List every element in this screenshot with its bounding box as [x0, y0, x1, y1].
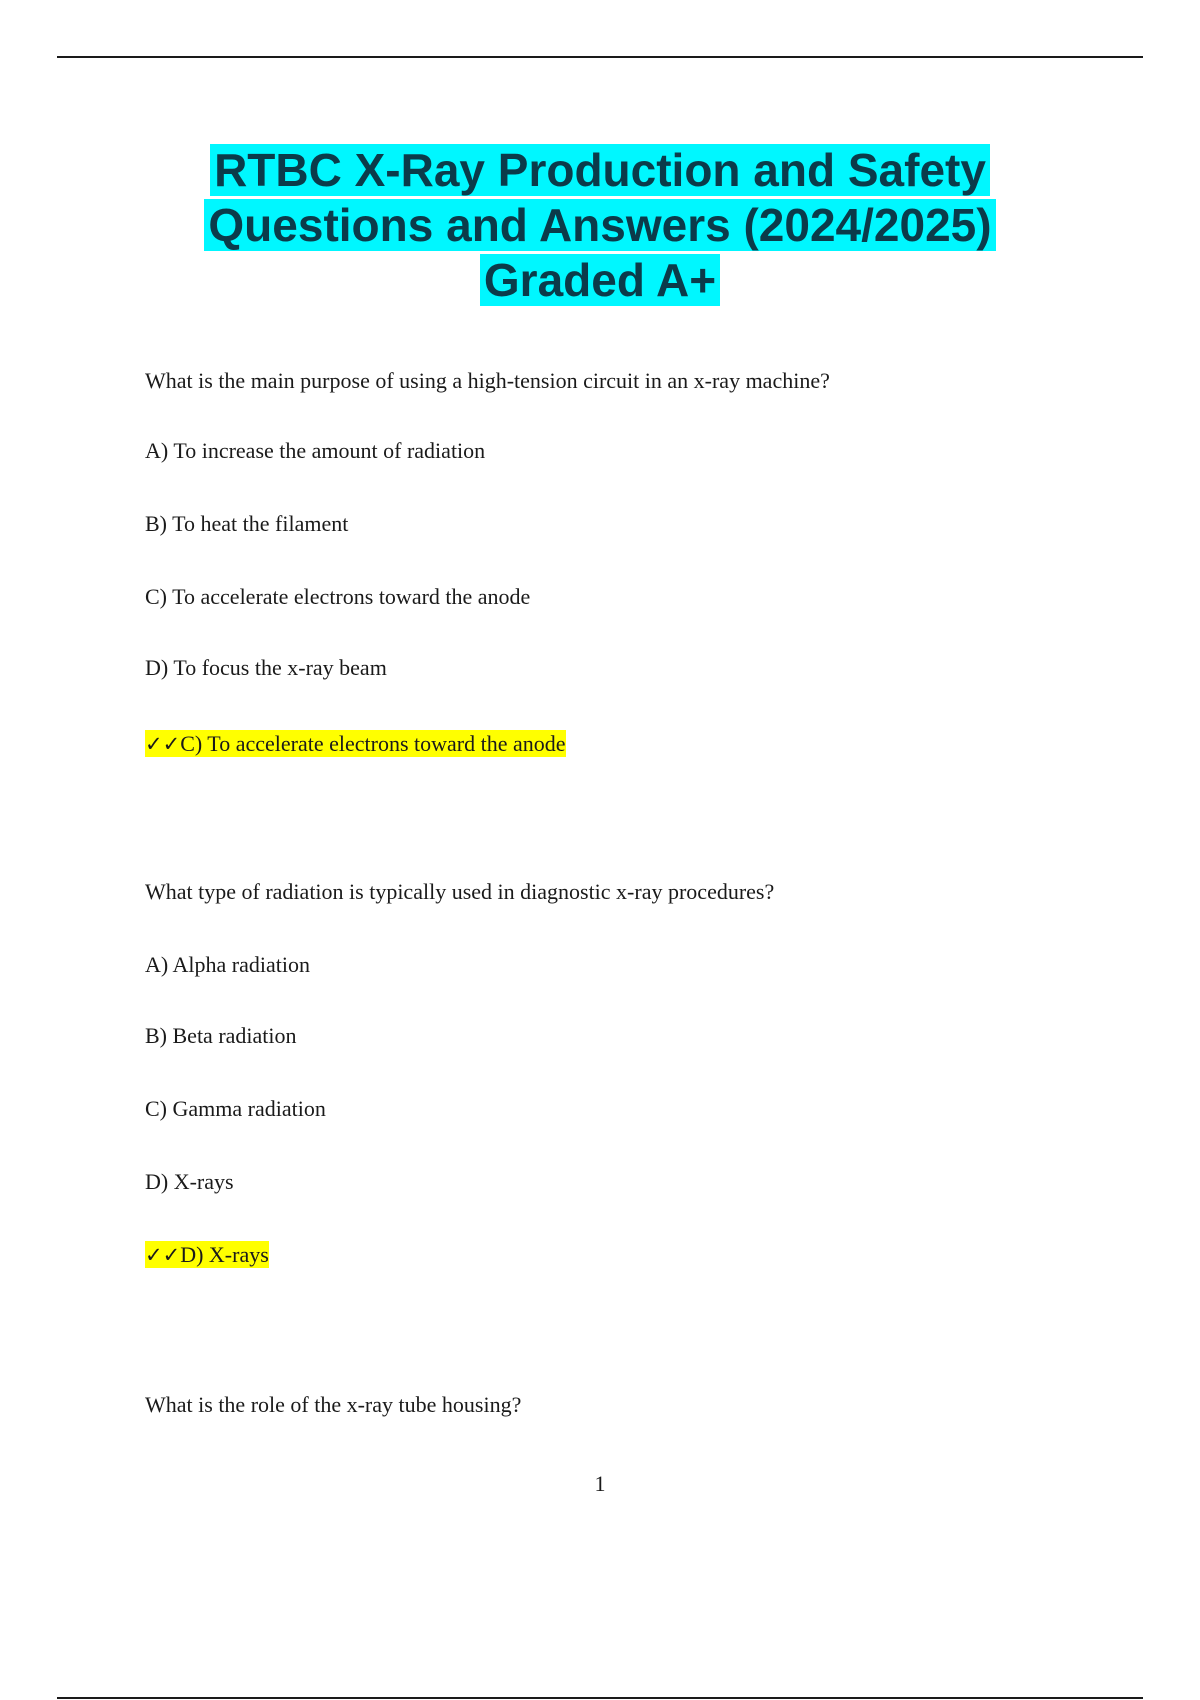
title-line-1: RTBC X-Ray Production and Safety — [210, 144, 990, 196]
answer-highlight — [145, 730, 566, 757]
check-mark-icon: ✓✓ — [145, 732, 181, 756]
question-2-option-b: B) Beta radiation — [145, 1023, 297, 1048]
bottom-rule — [57, 1697, 1143, 1699]
document-title — [0, 143, 1200, 308]
question-1-option-d: D) To focus the x-ray beam — [145, 655, 387, 680]
question-2-answer — [145, 1241, 269, 1269]
title-line-3: Graded A+ — [480, 254, 720, 306]
question-1-answer — [145, 730, 566, 758]
question-2-option-a: A) Alpha radiation — [145, 952, 310, 977]
question-1-option-c: C) To accelerate electrons toward the anode — [145, 584, 531, 609]
question-2-text: What type of radiation is typically used in diagnostic x-ray procedures? — [145, 879, 775, 904]
title-line-2: Questions and Answers (2024/2025) — [204, 199, 995, 251]
question-1-option-b: B) To heat the filament — [145, 511, 349, 536]
question-2-option-d: D) X-rays — [145, 1169, 234, 1194]
check-mark-icon: ✓✓ — [145, 1243, 181, 1267]
question-2-option-c: C) Gamma radiation — [145, 1096, 326, 1121]
answer-highlight — [145, 1241, 269, 1268]
answer-text: C) To accelerate electrons toward the anode — [180, 731, 566, 756]
answer-text: D) X-rays — [180, 1242, 269, 1267]
top-rule — [57, 56, 1143, 58]
question-1-text: What is the main purpose of using a high-tension circuit in an x-ray machine? — [145, 368, 830, 393]
question-1-option-a: A) To increase the amount of radiation — [145, 438, 486, 463]
question-3-text: What is the role of the x-ray tube housing? — [145, 1392, 522, 1417]
page-number: 1 — [594, 1471, 606, 1496]
